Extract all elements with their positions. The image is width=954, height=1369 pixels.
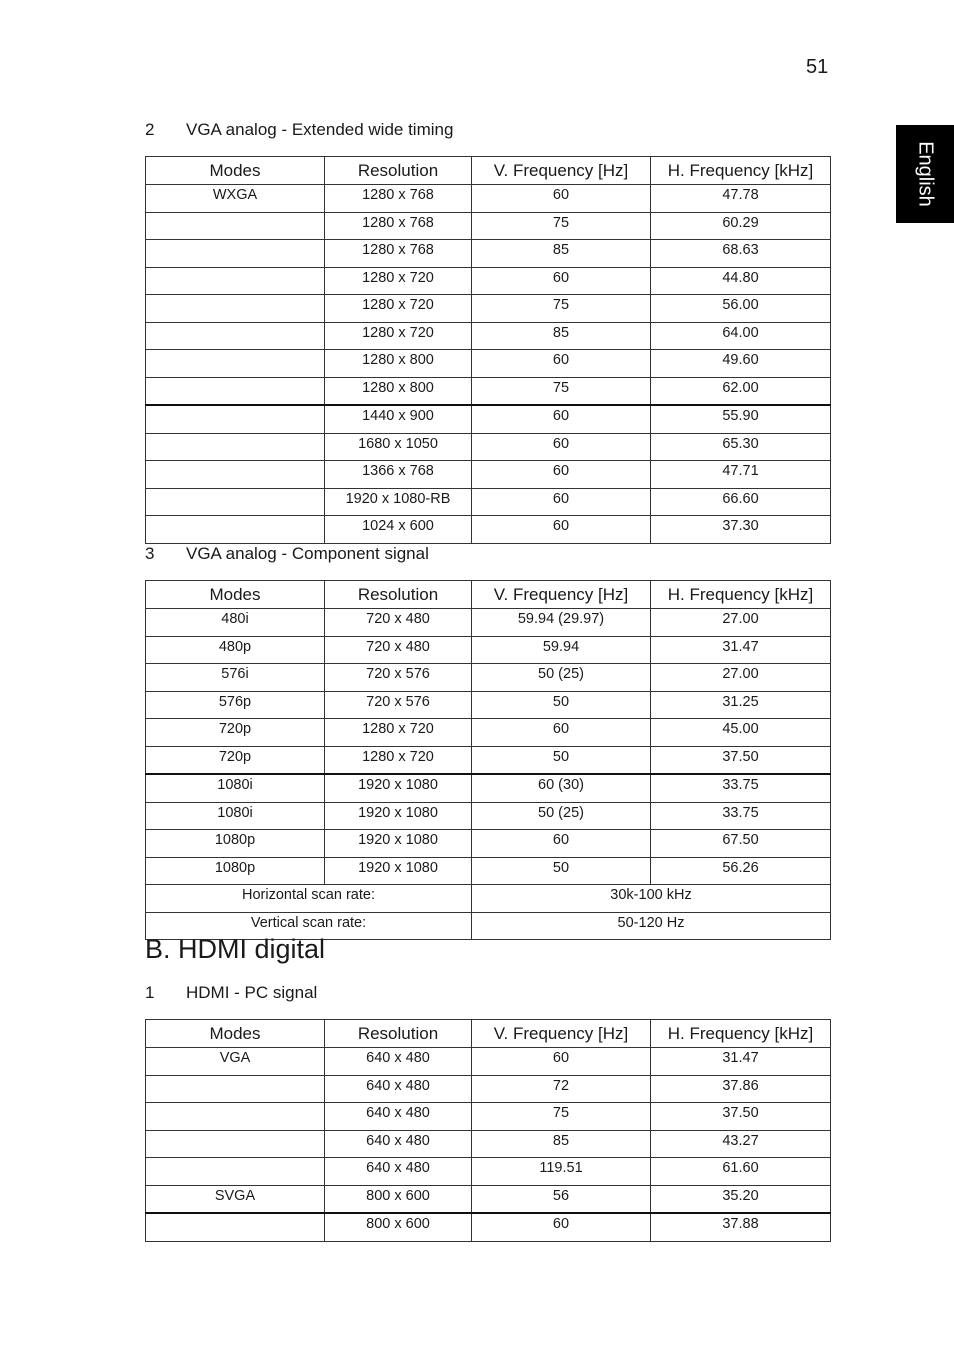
language-tab-label: English (914, 141, 937, 207)
cell-v-frequency: 75 (472, 377, 651, 405)
cell-mode (146, 377, 325, 405)
cell-resolution: 640 x 480 (325, 1048, 472, 1076)
header-v-frequency: V. Frequency [Hz] (472, 581, 651, 609)
cell-h-frequency: 37.88 (651, 1213, 831, 1241)
cell-h-frequency: 66.60 (651, 488, 831, 516)
cell-h-frequency: 45.00 (651, 719, 831, 747)
cell-resolution: 800 x 600 (325, 1185, 472, 1213)
scan-rate-label: Horizontal scan rate: (146, 885, 472, 913)
cell-mode: 480i (146, 609, 325, 637)
header-resolution: Resolution (325, 157, 472, 185)
section-heading-hdmi-pc (145, 983, 317, 1003)
cell-mode (146, 295, 325, 323)
cell-h-frequency: 47.71 (651, 461, 831, 489)
cell-v-frequency: 60 (472, 405, 651, 433)
cell-h-frequency: 49.60 (651, 350, 831, 378)
cell-mode (146, 1075, 325, 1103)
cell-resolution: 720 x 480 (325, 609, 472, 637)
ext-wide-timing-table (145, 156, 831, 544)
cell-v-frequency: 75 (472, 1103, 651, 1131)
cell-mode (146, 1130, 325, 1158)
header-modes: Modes (146, 581, 325, 609)
cell-h-frequency: 33.75 (651, 802, 831, 830)
cell-resolution: 1280 x 768 (325, 240, 472, 268)
header-modes: Modes (146, 157, 325, 185)
cell-v-frequency: 59.94 (29.97) (472, 609, 651, 637)
section-number: 1 (145, 983, 155, 1002)
header-h-frequency: H. Frequency [kHz] (651, 1020, 831, 1048)
header-resolution: Resolution (325, 581, 472, 609)
page-number: 51 (806, 56, 829, 78)
cell-v-frequency: 60 (472, 350, 651, 378)
cell-resolution: 1680 x 1050 (325, 433, 472, 461)
table-row (146, 1103, 831, 1131)
cell-mode: 720p (146, 746, 325, 774)
cell-mode (146, 212, 325, 240)
section-title: VGA analog - Extended wide timing (186, 120, 454, 139)
cell-h-frequency: 35.20 (651, 1185, 831, 1213)
table-body (146, 609, 831, 940)
scan-rate-value: 30k-100 kHz (472, 885, 831, 913)
cell-h-frequency: 56.00 (651, 295, 831, 323)
cell-resolution: 1920 x 1080 (325, 830, 472, 858)
table-row (146, 240, 831, 268)
table-row (146, 746, 831, 774)
cell-h-frequency: 56.26 (651, 857, 831, 885)
table-row (146, 1185, 831, 1213)
table-row (146, 1213, 831, 1241)
cell-v-frequency: 60 (472, 267, 651, 295)
cell-h-frequency: 31.25 (651, 691, 831, 719)
cell-mode (146, 350, 325, 378)
section-number: 3 (145, 544, 155, 563)
cell-h-frequency: 65.30 (651, 433, 831, 461)
cell-resolution: 1440 x 900 (325, 405, 472, 433)
table-row (146, 830, 831, 858)
table-row (146, 691, 831, 719)
cell-v-frequency: 60 (472, 516, 651, 544)
cell-resolution: 1280 x 720 (325, 746, 472, 774)
table-row (146, 719, 831, 747)
cell-h-frequency: 60.29 (651, 212, 831, 240)
header-h-frequency: H. Frequency [kHz] (651, 157, 831, 185)
table-row (146, 461, 831, 489)
table-row (146, 322, 831, 350)
table-row (146, 350, 831, 378)
cell-mode: 1080p (146, 857, 325, 885)
section-title: HDMI - PC signal (186, 983, 318, 1002)
table-row (146, 664, 831, 692)
cell-mode (146, 1213, 325, 1241)
cell-mode (146, 240, 325, 268)
cell-mode (146, 516, 325, 544)
cell-resolution: 1920 x 1080 (325, 802, 472, 830)
section-title: VGA analog - Component signal (186, 544, 429, 563)
section-heading-ext-wide (145, 120, 453, 140)
cell-mode: 1080p (146, 830, 325, 858)
cell-resolution: 1280 x 768 (325, 212, 472, 240)
table-row (146, 774, 831, 802)
cell-v-frequency: 50 (25) (472, 664, 651, 692)
cell-h-frequency: 47.78 (651, 185, 831, 213)
cell-resolution: 1280 x 768 (325, 185, 472, 213)
cell-v-frequency: 85 (472, 240, 651, 268)
table-body (146, 1048, 831, 1242)
cell-resolution: 1920 x 1080 (325, 774, 472, 802)
hdmi-digital-heading: B. HDMI digital (145, 934, 326, 964)
cell-v-frequency: 60 (472, 185, 651, 213)
cell-h-frequency: 37.50 (651, 746, 831, 774)
cell-mode (146, 461, 325, 489)
hdmi-pc-signal-table (145, 1019, 831, 1242)
cell-resolution: 1024 x 600 (325, 516, 472, 544)
table-row (146, 1075, 831, 1103)
cell-h-frequency: 43.27 (651, 1130, 831, 1158)
cell-v-frequency: 60 (472, 433, 651, 461)
component-signal-table (145, 580, 831, 940)
cell-resolution: 640 x 480 (325, 1103, 472, 1131)
cell-v-frequency: 60 (472, 719, 651, 747)
table-row (146, 185, 831, 213)
table-row (146, 295, 831, 323)
cell-v-frequency: 60 (472, 1213, 651, 1241)
cell-resolution: 1280 x 720 (325, 322, 472, 350)
cell-h-frequency: 62.00 (651, 377, 831, 405)
cell-h-frequency: 31.47 (651, 1048, 831, 1076)
cell-v-frequency: 85 (472, 1130, 651, 1158)
cell-h-frequency: 27.00 (651, 609, 831, 637)
cell-resolution: 1280 x 800 (325, 377, 472, 405)
header-modes: Modes (146, 1020, 325, 1048)
cell-mode (146, 267, 325, 295)
scan-rate-value: 50-120 Hz (472, 912, 831, 940)
cell-v-frequency: 85 (472, 322, 651, 350)
header-resolution: Resolution (325, 1020, 472, 1048)
cell-mode (146, 405, 325, 433)
cell-mode: 1080i (146, 774, 325, 802)
cell-v-frequency: 50 (25) (472, 802, 651, 830)
cell-v-frequency: 60 (472, 461, 651, 489)
cell-resolution: 1280 x 800 (325, 350, 472, 378)
section-number: 2 (145, 120, 155, 139)
section-heading-component (145, 544, 429, 564)
table-row (146, 377, 831, 405)
cell-mode: WXGA (146, 185, 325, 213)
cell-h-frequency: 44.80 (651, 267, 831, 295)
table-header-row (146, 581, 831, 609)
cell-resolution: 640 x 480 (325, 1158, 472, 1186)
cell-v-frequency: 119.51 (472, 1158, 651, 1186)
table-row (146, 488, 831, 516)
header-v-frequency: V. Frequency [Hz] (472, 157, 651, 185)
table-row (146, 405, 831, 433)
cell-mode: 576p (146, 691, 325, 719)
table-row (146, 267, 831, 295)
cell-h-frequency: 61.60 (651, 1158, 831, 1186)
table-row (146, 1130, 831, 1158)
scan-rate-label: Vertical scan rate: (146, 912, 472, 940)
table-header-row (146, 1020, 831, 1048)
table-row (146, 1158, 831, 1186)
cell-v-frequency: 75 (472, 295, 651, 323)
cell-h-frequency: 64.00 (651, 322, 831, 350)
cell-mode (146, 1103, 325, 1131)
cell-h-frequency: 55.90 (651, 405, 831, 433)
cell-h-frequency: 33.75 (651, 774, 831, 802)
cell-mode: 1080i (146, 802, 325, 830)
table-header-row (146, 157, 831, 185)
cell-v-frequency: 50 (472, 691, 651, 719)
cell-h-frequency: 37.86 (651, 1075, 831, 1103)
cell-mode: VGA (146, 1048, 325, 1076)
table-row (146, 802, 831, 830)
table-row (146, 516, 831, 544)
cell-mode (146, 1158, 325, 1186)
cell-v-frequency: 75 (472, 212, 651, 240)
cell-v-frequency: 72 (472, 1075, 651, 1103)
cell-mode: 480p (146, 636, 325, 664)
cell-resolution: 640 x 480 (325, 1075, 472, 1103)
cell-mode: 576i (146, 664, 325, 692)
cell-resolution: 720 x 576 (325, 664, 472, 692)
cell-resolution: 720 x 480 (325, 636, 472, 664)
table-row (146, 433, 831, 461)
cell-v-frequency: 50 (472, 857, 651, 885)
language-tab (896, 125, 954, 223)
table-body (146, 185, 831, 544)
cell-resolution: 1280 x 720 (325, 719, 472, 747)
table-row (146, 212, 831, 240)
cell-mode: 720p (146, 719, 325, 747)
header-h-frequency: H. Frequency [kHz] (651, 581, 831, 609)
cell-v-frequency: 60 (472, 1048, 651, 1076)
table-row (146, 1048, 831, 1076)
table-row (146, 609, 831, 637)
cell-resolution: 1920 x 1080 (325, 857, 472, 885)
header-v-frequency: V. Frequency [Hz] (472, 1020, 651, 1048)
cell-h-frequency: 31.47 (651, 636, 831, 664)
cell-resolution: 1366 x 768 (325, 461, 472, 489)
cell-v-frequency: 56 (472, 1185, 651, 1213)
cell-h-frequency: 37.50 (651, 1103, 831, 1131)
cell-mode: SVGA (146, 1185, 325, 1213)
cell-resolution: 1280 x 720 (325, 267, 472, 295)
scan-rate-row (146, 885, 831, 913)
cell-resolution: 640 x 480 (325, 1130, 472, 1158)
cell-mode (146, 433, 325, 461)
cell-h-frequency: 27.00 (651, 664, 831, 692)
cell-resolution: 1280 x 720 (325, 295, 472, 323)
cell-h-frequency: 37.30 (651, 516, 831, 544)
cell-v-frequency: 59.94 (472, 636, 651, 664)
table-row (146, 636, 831, 664)
cell-v-frequency: 60 (30) (472, 774, 651, 802)
cell-resolution: 1920 x 1080-RB (325, 488, 472, 516)
cell-h-frequency: 68.63 (651, 240, 831, 268)
cell-mode (146, 488, 325, 516)
cell-h-frequency: 67.50 (651, 830, 831, 858)
cell-resolution: 800 x 600 (325, 1213, 472, 1241)
cell-v-frequency: 60 (472, 488, 651, 516)
table-row (146, 857, 831, 885)
cell-v-frequency: 60 (472, 830, 651, 858)
cell-v-frequency: 50 (472, 746, 651, 774)
cell-mode (146, 322, 325, 350)
cell-resolution: 720 x 576 (325, 691, 472, 719)
